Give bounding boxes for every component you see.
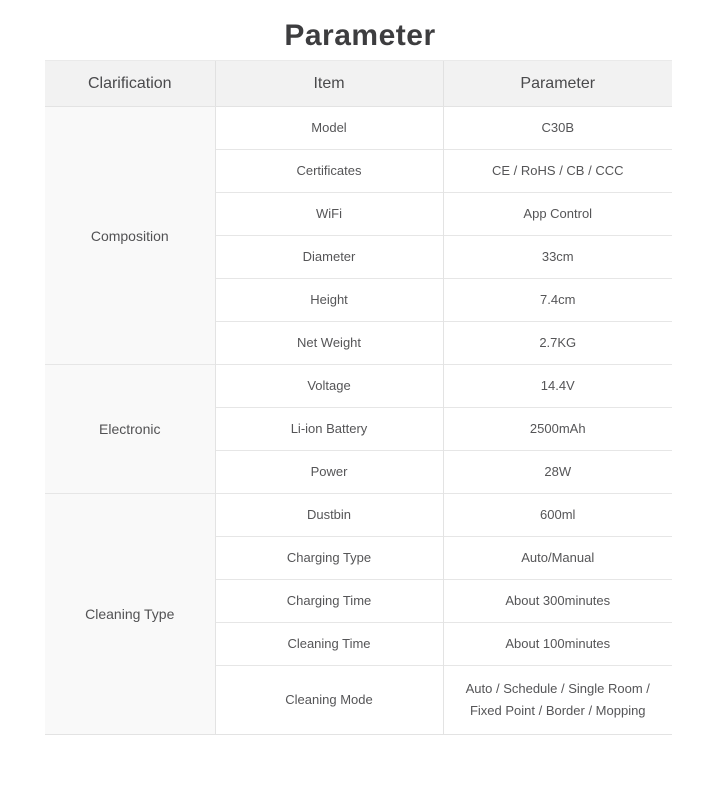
value-cell-charging-type: Auto/Manual [443,537,672,580]
item-cell-model: Model [215,107,443,150]
page-title: Parameter [284,19,436,52]
table-row [45,365,672,408]
item-cell-voltage: Voltage [215,365,443,408]
item-cell-battery: Li-ion Battery [215,408,443,451]
value-cell-charging-time: About 300minutes [443,580,672,623]
value-cell-battery: 2500mAh [443,408,672,451]
item-cell-charging-time: Charging Time [215,580,443,623]
value-cell-power: 28W [443,451,672,494]
table-row [45,494,672,537]
item-cell-diameter: Diameter [215,236,443,279]
table-header-row [45,61,672,107]
value-cell-voltage: 14.4V [443,365,672,408]
value-cell-cleaning-time: About 100minutes [443,623,672,666]
header-parameter: Parameter [443,61,672,107]
group-cell-cleaning-type: Cleaning Type [45,494,215,735]
item-cell-dustbin: Dustbin [215,494,443,537]
value-cell-cleaning-mode: Auto / Schedule / Single Room / Fixed Point / Border / Mopping [443,666,672,735]
item-cell-cleaning-time: Cleaning Time [215,623,443,666]
parameter-table [45,60,672,735]
header-item: Item [215,61,443,107]
item-cell-cleaning-mode: Cleaning Mode [215,666,443,735]
group-cell-composition: Composition [45,107,215,365]
value-cell-wifi: App Control [443,193,672,236]
group-cell-electronic: Electronic [45,365,215,494]
value-cell-certificates: CE / RoHS / CB / CCC [443,150,672,193]
value-cell-model: C30B [443,107,672,150]
item-cell-wifi: WiFi [215,193,443,236]
value-cell-diameter: 33cm [443,236,672,279]
item-cell-power: Power [215,451,443,494]
value-cell-height: 7.4cm [443,279,672,322]
item-cell-net-weight: Net Weight [215,322,443,365]
table-row [45,107,672,150]
header-clarification: Clarification [45,61,215,107]
item-cell-certificates: Certificates [215,150,443,193]
item-cell-charging-type: Charging Type [215,537,443,580]
value-cell-net-weight: 2.7KG [443,322,672,365]
item-cell-height: Height [215,279,443,322]
value-cell-dustbin: 600ml [443,494,672,537]
